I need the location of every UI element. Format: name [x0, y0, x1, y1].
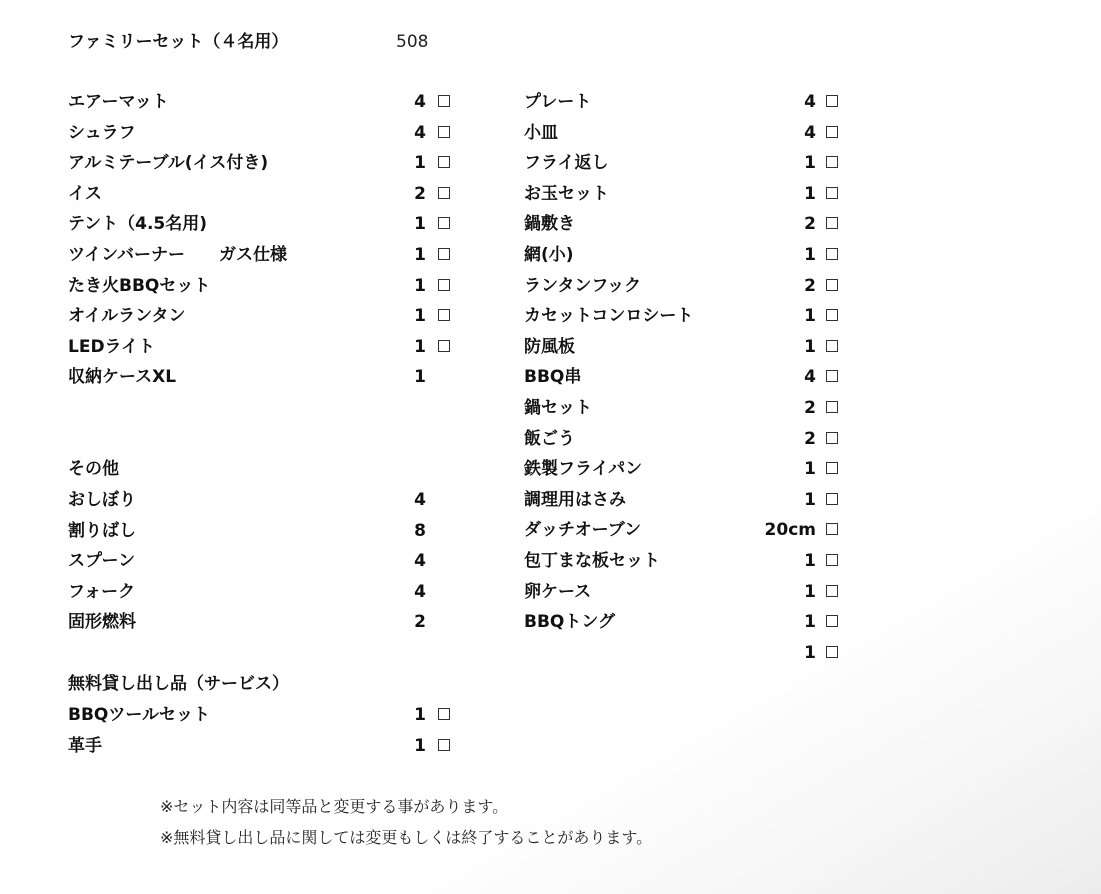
item-quantity: 2: [804, 214, 816, 235]
item-quantity: 1: [804, 612, 816, 633]
item-quantity: 8: [414, 520, 426, 541]
checkbox[interactable]: [438, 279, 450, 291]
item-name: お玉セット: [524, 183, 609, 204]
item-name: 革手: [68, 735, 102, 756]
checkbox[interactable]: [826, 523, 838, 535]
checkbox[interactable]: [438, 187, 450, 199]
checkbox[interactable]: [826, 432, 838, 444]
right-item-row: [524, 212, 838, 236]
right-item-row: [524, 151, 838, 175]
item-name: アルミテーブル(イス付き): [68, 153, 269, 174]
item-name: スプーン: [68, 551, 136, 572]
item-quantity: 4: [804, 122, 816, 143]
item-quantity: 1: [804, 489, 816, 510]
item-name: 鍋敷き: [524, 214, 575, 235]
checkbox[interactable]: [826, 95, 838, 107]
checkbox[interactable]: [826, 309, 838, 321]
item-quantity: 1: [414, 336, 426, 357]
item-quantity: 4: [414, 581, 426, 602]
item-quantity: 1: [804, 551, 816, 571]
right-item-row: [524, 304, 838, 328]
left-item-row: [68, 212, 450, 236]
left-item-row: [68, 121, 450, 145]
item-name: ツインバーナー ガス仕様: [68, 245, 287, 265]
item-name: オイルランタン: [68, 306, 186, 327]
checkbox[interactable]: [826, 340, 838, 352]
item-quantity: 1: [804, 581, 816, 602]
left-item-row: [68, 182, 450, 206]
item-quantity: 1: [414, 705, 426, 725]
left-item-row: [68, 335, 450, 359]
item-name: BBQツールセット: [68, 705, 211, 725]
checkbox[interactable]: [438, 217, 450, 229]
other-heading: その他: [68, 459, 119, 479]
item-name: フォーク: [68, 581, 136, 602]
set-code: 508: [396, 32, 429, 52]
right-item-row: [524, 365, 838, 389]
note-line-1: ※セット内容は同等品と変更する事があります。: [160, 797, 509, 816]
checkbox[interactable]: [826, 646, 838, 658]
item-quantity: 1: [804, 245, 816, 265]
right-item-row: [524, 396, 838, 420]
free-rental-item-row: [68, 734, 450, 758]
item-name: エアーマット: [68, 92, 169, 112]
checkbox[interactable]: [826, 462, 838, 474]
other-item-row: [68, 519, 450, 543]
item-quantity: 1: [414, 367, 426, 388]
other-item-row: [68, 549, 450, 573]
right-item-row: [524, 90, 838, 114]
checkbox[interactable]: [438, 126, 450, 138]
left-item-row: [68, 151, 450, 175]
right-item-row: [524, 641, 838, 665]
item-quantity: 1: [804, 336, 816, 357]
item-quantity: 1: [804, 642, 816, 663]
right-item-row: [524, 243, 838, 267]
item-name: 防風板: [524, 336, 575, 357]
checkbox[interactable]: [826, 126, 838, 138]
item-quantity: 4: [804, 367, 816, 388]
checkbox[interactable]: [826, 615, 838, 627]
right-item-row: [524, 335, 838, 359]
item-quantity: 2: [804, 428, 816, 449]
item-name: 鉄製フライパン: [524, 459, 643, 480]
item-quantity: 1: [804, 459, 816, 480]
checkbox[interactable]: [826, 585, 838, 597]
item-quantity: 1: [414, 735, 426, 756]
item-name: プレート: [524, 92, 592, 112]
item-quantity: 1: [414, 275, 426, 296]
item-name: シュラフ: [68, 122, 136, 143]
item-quantity: 4: [414, 551, 426, 572]
free-rental-heading: 無料貸し出し品（サービス）: [68, 674, 289, 694]
item-name: 包丁まな板セット: [524, 551, 660, 571]
item-quantity: 1: [414, 306, 426, 327]
right-item-row: [524, 427, 838, 451]
set-title: ファミリーセット（４名用）: [68, 32, 289, 52]
free-rental-item-row: [68, 703, 450, 727]
checkbox[interactable]: [438, 248, 450, 260]
item-name: 鍋セット: [524, 398, 592, 418]
item-name: 網(小): [524, 245, 574, 265]
item-quantity: 1: [414, 153, 426, 174]
item-name: LEDライト: [68, 336, 156, 357]
other-item-row: [68, 610, 450, 634]
item-name: ランタンフック: [524, 275, 642, 296]
item-quantity: 2: [414, 612, 426, 633]
left-item-row: [68, 365, 450, 389]
item-name: 収納ケースXL: [68, 367, 177, 388]
right-item-row: [524, 457, 838, 481]
checkbox[interactable]: [438, 156, 450, 168]
item-name: イス: [68, 183, 102, 204]
right-item-row: [524, 518, 838, 542]
checkbox[interactable]: [826, 279, 838, 291]
item-quantity: 20cm: [764, 520, 816, 541]
other-item-row: [68, 580, 450, 604]
item-quantity: 2: [804, 275, 816, 296]
right-item-row: [524, 580, 838, 604]
item-quantity: 4: [414, 122, 426, 143]
item-name: フライ返し: [524, 153, 609, 174]
checkbox[interactable]: [438, 708, 450, 720]
item-name: 調理用はさみ: [524, 489, 626, 510]
item-name: カセットコンロシート: [524, 306, 694, 327]
checkbox[interactable]: [826, 401, 838, 413]
item-name: 固形燃料: [68, 612, 136, 633]
item-name: 卵ケース: [524, 581, 592, 602]
item-name: 小皿: [524, 122, 558, 143]
item-quantity: 4: [804, 92, 816, 112]
item-name: ダッチオーブン: [524, 520, 642, 541]
note-line-2: ※無料貸し出し品に関しては変更もしくは終了することがあります。: [160, 828, 653, 847]
right-item-row: [524, 274, 838, 298]
item-name: BBQ串: [524, 367, 582, 388]
other-item-row: [68, 488, 450, 512]
checkbox[interactable]: [826, 493, 838, 505]
checkbox[interactable]: [826, 156, 838, 168]
item-quantity: 1: [414, 214, 426, 235]
checkbox[interactable]: [438, 309, 450, 321]
checkbox[interactable]: [826, 554, 838, 566]
right-item-row: [524, 610, 838, 634]
item-quantity: 4: [414, 92, 426, 112]
checkbox[interactable]: [826, 370, 838, 382]
checkbox[interactable]: [826, 187, 838, 199]
item-name: おしぼり: [68, 490, 136, 510]
checkbox[interactable]: [438, 340, 450, 352]
right-item-row: [524, 488, 838, 512]
item-quantity: 2: [804, 398, 816, 418]
item-quantity: 1: [804, 306, 816, 327]
item-quantity: 2: [414, 183, 426, 204]
left-item-row: [68, 274, 450, 298]
checkbox[interactable]: [826, 248, 838, 260]
item-name: 飯ごう: [524, 428, 575, 449]
right-item-row: [524, 121, 838, 145]
right-item-row: [524, 549, 838, 573]
item-name: 割りばし: [68, 520, 136, 541]
item-name: たき火BBQセット: [68, 275, 211, 296]
left-item-row: [68, 304, 450, 328]
checkbox[interactable]: [438, 95, 450, 107]
item-quantity: 1: [414, 245, 426, 265]
left-item-row: [68, 90, 450, 114]
item-name: BBQトング: [524, 612, 616, 633]
item-quantity: 4: [414, 490, 426, 510]
left-item-row: [68, 243, 450, 267]
item-quantity: 1: [804, 153, 816, 174]
item-quantity: 1: [804, 183, 816, 204]
item-name: テント（4.5名用): [68, 214, 208, 235]
right-item-row: [524, 182, 838, 206]
checkbox[interactable]: [826, 217, 838, 229]
checkbox[interactable]: [438, 739, 450, 751]
